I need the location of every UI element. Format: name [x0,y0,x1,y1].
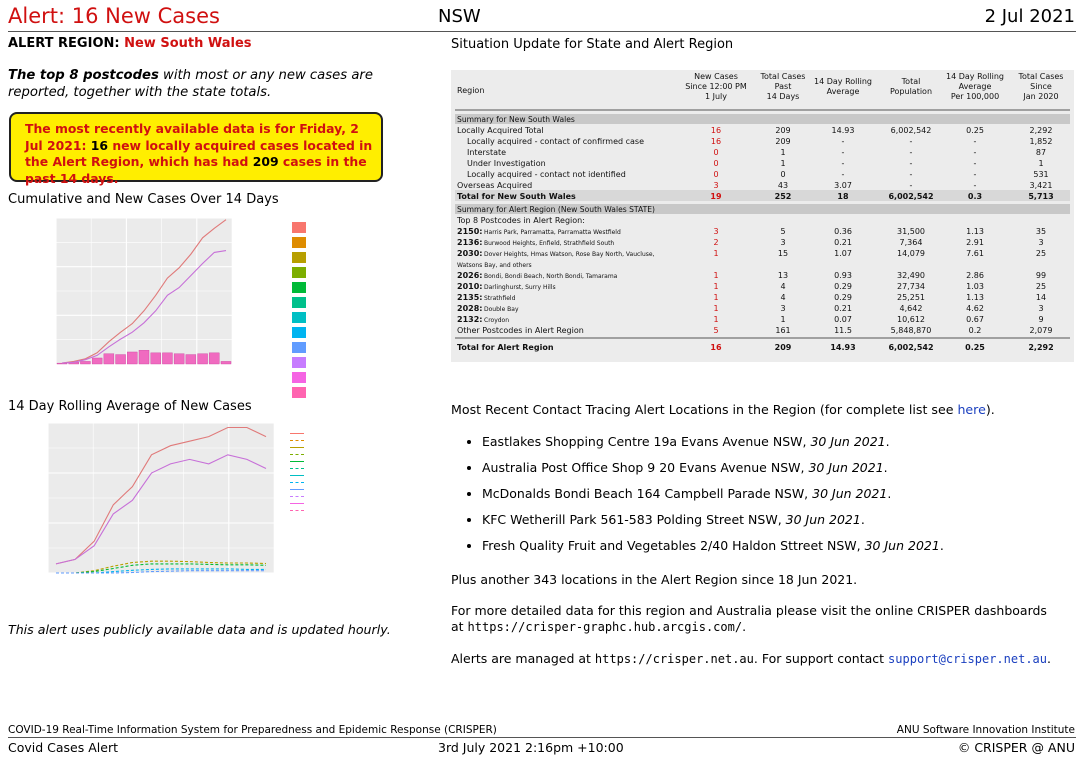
table-cell: 1,852 [1029,137,1053,146]
table-header-line: New Cases [694,72,738,81]
table-cell: 0 [713,159,719,168]
table-cell: 6,002,542 [890,126,932,135]
managed-end: . [1047,651,1051,666]
table-cell: 0 [713,148,719,157]
legend-swatch [290,461,304,462]
table-cell: 0.21 [834,304,852,313]
table-cell: 3 [713,181,719,190]
more-locations-text: Plus another 343 locations in the Alert Region since 18 Jun 2021. [451,572,858,587]
table-cell: 209 [774,343,792,352]
table-header-line: Per 100,000 [950,92,1000,101]
legend-swatch [290,447,304,448]
table-cell: 1 [780,315,786,324]
state-section-label: Summary for New South Wales [457,115,575,124]
table-cell: 1 [780,159,786,168]
alert-box-count: 16 [90,137,109,153]
table-cell: 9 [1038,315,1044,324]
legend-swatch [290,503,304,504]
table-cell: 209 [775,137,791,146]
table-cell: - [841,137,845,146]
complete-list-link[interactable]: here [957,402,986,417]
table-cell: - [841,148,845,157]
table-cell: 252 [774,192,792,201]
legend-swatch [290,510,304,511]
table-cell: 16 [710,343,722,352]
contact-location-item [482,460,944,486]
legend-swatch [290,440,304,441]
legend-swatch [290,482,304,483]
new-cases-bar [186,355,196,364]
table-cell: 7,364 [899,238,923,247]
contact-location-item [482,538,944,564]
table-cell: - [909,137,913,146]
alert-title: Alert: 16 New Cases [8,4,220,28]
alert-date: 2 Jul 2021 [984,6,1075,27]
table-cell: - [973,159,977,168]
table-cell: 3 [780,238,786,247]
table-cell: 3 [713,227,719,236]
table-header-line: 14 Days [766,92,800,101]
table-cell: 5 [713,326,719,335]
postcodes-label: Top 8 Postcodes in Alert Region: [457,216,585,225]
table-cell: - [973,148,977,157]
region-section-label: Summary for Alert Region (New South Wales STATE) [457,205,655,214]
footer-timestamp: 3rd July 2021 2:16pm +10:00 [438,740,624,755]
header-divider [8,31,1076,32]
support-email[interactable]: support@crisper.net.au [888,652,1047,666]
table-cell: 2.91 [966,238,984,247]
table-cell: 4 [780,293,786,302]
footer-system-name: COVID-19 Real-Time Information System for Preparedness and Epidemic Response (CRISPER) [8,724,497,736]
location-end: . [860,512,865,527]
legend-swatch [292,267,306,278]
legend-swatch [292,297,306,308]
table-cell: 0.25 [965,343,985,352]
table-cell: 0.93 [834,271,852,280]
new-cases-bar [139,350,149,364]
table-cell: 25,251 [897,293,925,302]
postcode-code: 2132: [457,315,483,324]
table-cell: - [973,181,977,190]
new-cases-bar [151,353,161,364]
table-cell: 14 [1035,293,1047,302]
intro-bold: The top 8 postcodes [8,68,159,83]
table-cell: 1 [713,315,719,324]
table-header-line: Jan 2020 [1023,92,1059,101]
legend-swatch [292,312,306,323]
table-header-line: Total [901,77,921,86]
table-cell: 11.5 [834,326,852,335]
postcode-suburbs: Double Bay [484,306,519,313]
state-label: NSW [438,6,481,27]
location-end: . [939,538,944,553]
table-cell: Interstate [467,148,507,157]
dashboard-end: . [742,619,747,634]
table-header-line: Total Cases [760,72,806,81]
table-header-line: Region [457,86,485,95]
situation-title: Situation Update for State and Alert Region [451,37,734,52]
new-cases-bar [80,361,90,364]
table-header-line: Since 12:00 PM [685,82,747,91]
new-cases-bar [174,354,184,364]
cumulative-chart-title: Cumulative and New Cases Over 14 Days [8,192,279,207]
postcode-suburbs: Strathfield [484,295,516,302]
managed-text: Alerts are managed at [451,651,595,666]
footer-app-name: Covid Cases Alert [8,740,118,755]
legend-swatch [292,282,306,293]
table-cell: 1 [780,148,786,157]
table-cell: 2.86 [966,271,984,280]
legend-swatch [292,372,306,383]
postcode-suburbs: Croydon [484,317,510,324]
table-cell: 1.07 [834,249,852,258]
alert-region-name: New South Wales [124,36,252,51]
footer-copyright: © CRISPER @ ANU [957,740,1075,755]
table-cell: 531 [1033,170,1049,179]
table-cell: 6,002,542 [888,192,934,201]
table-cell: 1 [1038,159,1044,168]
table-cell: 4 [780,282,786,291]
table-cell: 99 [1035,271,1047,280]
table-cell: Other Postcodes in Alert Region [457,326,584,335]
managed-mid: . For support contact [753,651,889,666]
legend-swatch [290,489,304,490]
crisper-url[interactable]: https://crisper.net.au [594,652,754,666]
table-cell: Total for Alert Region [457,343,554,352]
location-date: 30 Jun 2021 [785,512,861,527]
alert-box-mid: new locally acquired cases located in the Alert Region, which has had [25,137,373,169]
table-header-line: Past [774,82,792,91]
new-cases-bar [127,352,137,364]
management-info [451,651,1051,666]
table-cell: 0.36 [834,227,852,236]
table-cell: 43 [777,181,789,190]
location-date: 30 Jun 2021 [810,434,886,449]
new-cases-bar [92,358,102,364]
table-cell: 16 [710,137,722,146]
contact-location-item [482,512,944,538]
table-cell: 25 [1035,282,1047,291]
legend-swatch [292,387,306,398]
table-cell: 3 [1038,238,1044,247]
postcode-suburbs: Burwood Heights, Enfield, Strathfield South [484,240,615,247]
table-cell: 32,490 [897,271,925,280]
postcode-code: 2030: [457,249,483,258]
table-cell: 13 [777,271,789,280]
table-cell: Locally acquired - contact not identified [467,170,626,179]
table-cell: 4,642 [899,304,923,313]
table-cell: 1 [713,304,719,313]
suburbs-line: Dover Heights, Hmas Watson, Rose Bay North, Vaucluse, [484,251,655,258]
rolling-average-chart [40,421,276,576]
postcode-code: 2026: [457,271,483,280]
contact-intro-close: ). [985,402,995,417]
table-cell: - [909,148,913,157]
table-cell: Overseas Acquired [457,181,533,190]
postcode-code: 2028: [457,304,483,313]
table-cell: 0.2 [968,326,982,335]
table-cell: 27,734 [897,282,925,291]
location-place: Australia Post Office Shop 9 20 Evans Avenue NSW, [482,460,809,475]
table-cell: 5 [780,227,786,236]
rolling-chart-title: 14 Day Rolling Average of New Cases [8,399,252,414]
table-cell: 3 [1038,304,1044,313]
dashboard-text: For more detailed data for this region and Australia please visit the online CRISPER dashboards at [451,603,1047,634]
table-cell: 2,079 [1029,326,1053,335]
legend-swatch [292,357,306,368]
table-cell: Locally Acquired Total [457,126,544,135]
table-cell: 0 [780,170,786,179]
table-cell: 2,292 [1029,126,1053,135]
location-end: . [887,486,892,501]
table-header-line: Population [889,87,933,96]
postcode-code: 2135: [457,293,483,302]
table-cell: 16 [710,126,722,135]
table-cell: 0.67 [966,315,984,324]
legend-swatch [290,454,304,455]
table-cell: 0.07 [834,315,852,324]
location-place: Eastlakes Shopping Centre 19a Evans Avenue NSW, [482,434,811,449]
cumulative-chart-legend [292,222,306,402]
table-cell: 0.25 [966,126,984,135]
intro-rest: with most or any new cases are reported, together with the state totals. [8,68,373,100]
table-cell: 0.3 [967,192,983,201]
table-cell: 87 [1035,148,1047,157]
contact-location-list [470,434,944,564]
table-header-line: 1 July [704,92,728,101]
new-cases-bar [198,354,208,364]
footer-divider [8,737,1076,738]
table-cell: 14.93 [830,343,856,352]
new-cases-bar [221,361,231,364]
postcode-code: 2136: [457,238,483,247]
location-place: KFC Wetherill Park 561-583 Polding Street NSW, [482,512,786,527]
alert-region [8,36,252,51]
table-cell: 15 [777,249,789,258]
legend-swatch [292,342,306,353]
table-cell: - [841,159,845,168]
postcode-suburbs: Darlinghurst, Surry Hills [484,284,556,291]
cumulative-cases-chart [40,214,238,369]
location-date: 30 Jun 2021 [808,460,884,475]
table-cell: 1 [713,271,719,280]
table-header-line: Average [958,82,992,91]
table-cell: 0.29 [834,293,852,302]
legend-swatch [290,433,304,434]
table-cell: 14,079 [897,249,925,258]
new-cases-bar [116,355,126,364]
update-footnote: This alert uses publicly available data and is updated hourly. [8,622,391,637]
table-cell: Locally acquired - contact of confirmed case [467,137,645,146]
table-cell: 14.93 [831,126,855,135]
situation-table [451,70,1074,362]
table-cell: - [909,181,913,190]
table-cell: 3 [780,304,786,313]
legend-swatch [292,237,306,248]
rolling-chart-legend [290,428,310,576]
table-cell: 25 [1035,249,1047,258]
table-cell: 161 [775,326,791,335]
legend-swatch [292,327,306,338]
new-cases-bar [209,353,219,364]
table-cell: - [973,170,977,179]
table-header-cell [457,86,484,95]
table-cell: Under Investigation [467,159,546,168]
postcode-suburbs: Harris Park, Parramatta, Parramatta Westfield [484,229,621,236]
table-cell: 19 [710,192,722,201]
table-cell: 1.03 [966,282,984,291]
table-header-line: Average [826,87,860,96]
contact-tracing-title [451,402,995,417]
postcode-code: 2150: [457,227,483,236]
table-cell: 18 [837,192,849,201]
table-cell: - [909,159,913,168]
footer-institute: ANU Software Innovation Institute [896,724,1075,736]
postcode-suburbs: Bondi, Bondi Beach, North Bondi, Tamarama [484,273,618,280]
table-cell: 10,612 [897,315,925,324]
contact-location-item [482,434,944,460]
new-cases-bar [104,354,114,364]
legend-swatch [292,222,306,233]
table-cell: 2 [713,238,719,247]
table-cell: 0.21 [834,238,852,247]
table-header-line: 14 Day Rolling [814,77,872,86]
alert-region-label: ALERT REGION: [8,36,120,51]
table-cell: 0.29 [834,282,852,291]
legend-swatch [290,468,304,469]
table-cell: 4.62 [966,304,984,313]
table-header-line: Since [1030,82,1052,91]
table-header-line: Total Cases [1018,72,1064,81]
table-cell: 35 [1035,227,1047,236]
table-cell: 7.61 [966,249,984,258]
location-end: . [883,460,888,475]
table-cell: - [973,137,977,146]
table-cell: 1 [713,249,719,258]
table-cell: 1 [713,282,719,291]
table-cell: 209 [775,126,791,135]
dashboard-info [451,603,1051,635]
table-cell: 1 [713,293,719,302]
table-cell: - [841,170,845,179]
table-cell: 5,713 [1028,192,1054,201]
alert-box [9,112,383,186]
table-cell: 0 [713,170,719,179]
alert-box-cases14: 209 [252,154,279,169]
dashboard-url[interactable]: https://crisper-graphc.hub.arcgis.com/ [467,620,743,634]
table-cell: - [909,170,913,179]
table-cell: 1.13 [966,227,984,236]
table-cell: 3.07 [834,181,852,190]
contact-intro: Most Recent Contact Tracing Alert Locations in the Region (for complete list see [451,402,958,417]
legend-swatch [290,475,304,476]
table-cell: 3,421 [1029,181,1053,190]
table-header-line: 14 Day Rolling [946,72,1004,81]
alert-box-tail: cases in the past 14 days. [25,154,367,186]
alert-box-line: The most recently available data is for Friday, 2 Jul 2021: [25,121,359,153]
location-place: Fresh Quality Fruit and Vegetables 2/40 Haldon Sttreet NSW, [482,538,865,553]
legend-swatch [292,252,306,263]
location-end: . [885,434,890,449]
table-cell: 2,292 [1028,343,1054,352]
new-cases-bar [162,353,172,364]
suburbs-line: Watsons Bay, and others [457,262,532,269]
table-cell: 6,002,542 [888,343,934,352]
location-date: 30 Jun 2021 [864,538,940,553]
location-date: 30 Jun 2021 [812,486,888,501]
table-cell: 5,848,870 [890,326,932,335]
table-cell: Total for New South Wales [457,192,576,201]
table-cell: 31,500 [897,227,925,236]
location-place: McDonalds Bondi Beach 164 Campbell Parade NSW, [482,486,813,501]
intro-text [8,67,400,101]
postcode-code: 2010: [457,282,483,291]
legend-swatch [290,496,304,497]
contact-location-item [482,486,944,512]
table-cell: 1.13 [966,293,984,302]
